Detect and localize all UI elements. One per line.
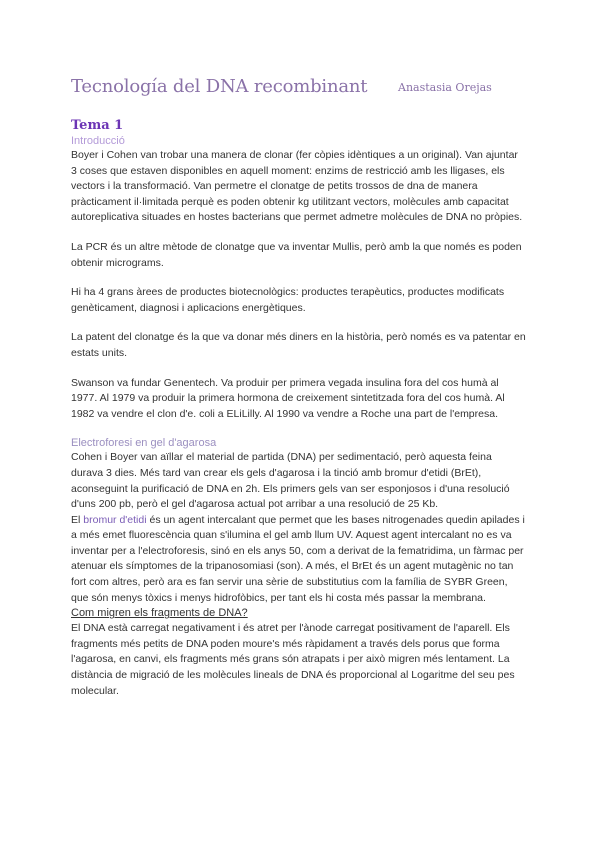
document-body [71, 117, 526, 699]
paragraph: La patent del clonatge és la que va donar més diners en la història, però només es va patentar en estats units. [71, 331, 526, 359]
document-header [71, 76, 531, 100]
chapter-heading: Tema 1 [71, 118, 124, 133]
section-heading-electroforesi: Electroforesi en gel d'agarosa [71, 437, 217, 450]
paragraph: Cohen i Boyer van aïllar el material de partida (DNA) per sedimentació, però aquesta feina durava 3 dies. Més tard van crear els gels d'agarosa i la tinció amb bromur d'etidi (BrEt), aconseguint la purificació de DNA en 2h. Els primers gels van ser esponjosos i d'una resolució d'uns 200 pb, però el gel d'agarosa actual pot arribar a una resolució de 25 Kb. [71, 451, 510, 511]
paragraph-prefix: El [71, 513, 84, 526]
document-title: Tecnología del DNA recombinant [71, 76, 368, 97]
paragraph: La PCR és un altre mètode de clonatge que va inventar Mullis, però amb la que només es poden obtenir micrograms. [71, 240, 522, 269]
paragraph-text: és un agent intercalant que permet que les bases nitrogenades quedin apilades i a més emet fluorescència quan s'ilumina el gel amb llum UV. Aquest agent intercalant no es va inventar per a l'electroforesis, sinó en els anys 50, com a derivat de la fematridima, un fàrmac per atenuar els símptomes de la tripanosomiasi (son). A més, el BrEt és un agent mutagènic no tan fort com altres, però ara es fan servir una sèrie de substitutius com la família de SYBR Green, que són menys tòxics i menys hidrofòbics, per tant els hi costa més passar la membrana. [71, 513, 525, 604]
paragraph: Hi ha 4 grans àrees de productes biotecnològics: productes terapèutics, productes modificats genèticament, diagnosi i aplicacions energètiques. [71, 286, 505, 314]
paragraph: El DNA està carregat negativament i és atret per l'ànode carregat positivament de l'aparell. Els fragments més petits de DNA poden moure's més ràpidament a través dels porus que forma l'agarosa, en canvi, els fragments més grans són atrapats i per això migren més lentament. La distància de migració de les molècules lineals de DNA és proporcional al Logaritme del seu pes molecular. [71, 622, 515, 697]
bromur-link[interactable]: bromur d'etidi [83, 513, 147, 526]
paragraph: Boyer i Cohen van trobar una manera de clonar (fer còpies idèntiques a un original). Van ajuntar 3 coses que estaven disponibles en aquell moment: enzims de restricció amb les lligases, els vectors i la transformació. Van permetre el clonatge de petits trossos de dna de manera pràcticament il·limitada perquè es poden obtenir kg utilitzant vectors, molècules amb capacitat autoreplicativa situades en hostes bacterians que permet admetre molècules de DNA no pròpies. [71, 149, 523, 224]
paragraph: Swanson va fundar Genentech. Va produir per primera vegada insulina fora del cos humà al 1977. Al 1979 va produir la primera hormona de creixement sintetitzada fora del cos humà. Al 1982 va vendre el clon d'e. coli a ELiLilly. Al 1990 va vendre a Roche una part de l'empresa. [71, 376, 505, 420]
document-author: Anastasia Orejas [398, 81, 492, 94]
section-heading-introduccio: Introducció [71, 135, 125, 147]
paragraph [71, 513, 526, 607]
section-heading-migracio: Com migren els fragments de DNA? [71, 607, 248, 620]
